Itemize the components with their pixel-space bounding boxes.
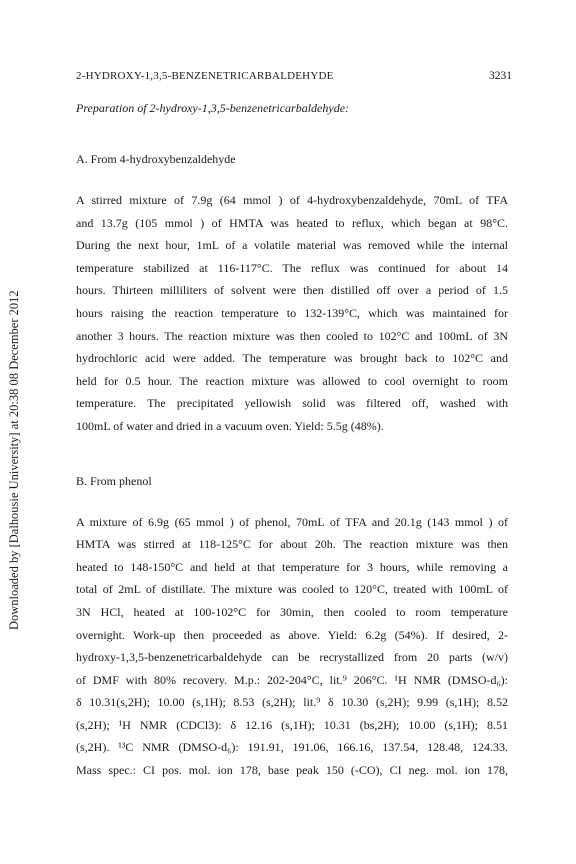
paragraph-line: hydroxy-1,3,5-benzenetricarbaldehyde can be recrystallized from 20 parts (w/v) [76, 650, 508, 665]
paragraph-line: HMTA was stirred at 118-125°C for about 20h. The reaction mixture was then [76, 537, 508, 552]
subheading-part-b: B. From phenol [76, 473, 152, 488]
paragraph-line: overnight. Work-up then proceeded as above. Yield: 6.2g (54%). If desired, 2- [76, 627, 508, 642]
paragraph-line: 3N HCl, heated at 100-102°C for 30min, then cooled to room temperature [76, 604, 508, 619]
page-number: 3231 [489, 70, 512, 82]
paragraph-line: A stirred mixture of 7.9g (64 mmol ) of 4-hydroxybenzaldehyde, 70mL of TFA [76, 193, 508, 207]
paragraph-line: During the next hour, 1mL of a volatile material was removed while the internal [76, 238, 508, 253]
paragraph-line: A mixture of 6.9g (65 mmol ) of phenol, 70mL of TFA and 20.1g (143 mmol ) of [76, 514, 508, 529]
paragraph-line: another 3 hours. The reaction mixture was then cooled to 102°C and 100mL of 3N [76, 328, 508, 343]
subheading-part-a: A. From 4-hydroxybenzaldehyde [76, 152, 236, 166]
download-watermark [7, 150, 21, 630]
running-title: 2-HYDROXY-1,3,5-BENZENETRICARBALDEHYDE [76, 70, 334, 82]
paragraph-line: total of 2mL of distillate. The mixture was cooled to 120°C, treated with 100mL of [76, 582, 508, 597]
paragraph-line: (s,2H). ¹³C NMR (DMSO-d₆): 191.91, 191.06, 166.16, 137.54, 128.48, 124.33. [76, 740, 508, 755]
paragraph-line: held for 0.5 hour. The reaction mixture was allowed to cool overnight to room [76, 373, 508, 388]
paragraph-line: (s,2H); ¹H NMR (CDCl3): δ 12.16 (s,1H); 10.31 (bs,2H); 10.00 (s,1H); 8.51 [76, 717, 508, 732]
paragraph-line: temperature. The precipitated yellowish solid was filtered off, washed with [76, 396, 508, 411]
paragraph-line: temperature stabilized at 116-117°C. The reflux was continued for about 14 [76, 260, 508, 275]
paragraph-part-b [76, 511, 508, 782]
paragraph-part-a [76, 189, 508, 438]
paragraph-line: Mass spec.: CI pos. mol. ion 178, base peak 150 (-CO), CI neg. mol. ion 178, [76, 763, 508, 778]
paragraph-line: hours raising the reaction temperature to 132-139°C, which was maintained for [76, 305, 508, 320]
paragraph-line: 100mL of water and dried in a vacuum oven. Yield: 5.5g (48%). [76, 418, 384, 433]
paragraph-line: δ 10.31(s,2H); 10.00 (s,1H); 8.53 (s,2H); lit.⁹ δ 10.30 (s,2H); 9.99 (s,1H); 8.52 [76, 695, 508, 710]
paragraph-line: hours. Thirteen milliliters of solvent were then distilled off over a period of 1.5 [76, 283, 508, 298]
paragraph-line: and 13.7g (105 mmol ) of HMTA was heated to reflux, which began at 98°C. [76, 215, 508, 230]
paragraph-line: hydrochloric acid were added. The temperature was brought back to 102°C and [76, 351, 508, 366]
journal-page [76, 70, 512, 782]
running-head [76, 70, 512, 86]
section-title: Preparation of 2-hydroxy-1,3,5-benzenetricarbaldehyde: [76, 101, 350, 115]
paragraph-line: of DMF with 80% recovery. M.p.: 202-204°C, lit.⁹ 206°C. ¹H NMR (DMSO-d₆): [76, 672, 508, 687]
paragraph-line: heated to 148-150°C and held at that temperature for 3 hours, while removing a [76, 559, 508, 574]
watermark-text: Downloaded by [Dalhousie University] at 20:38 08 December 2012 [7, 290, 21, 630]
